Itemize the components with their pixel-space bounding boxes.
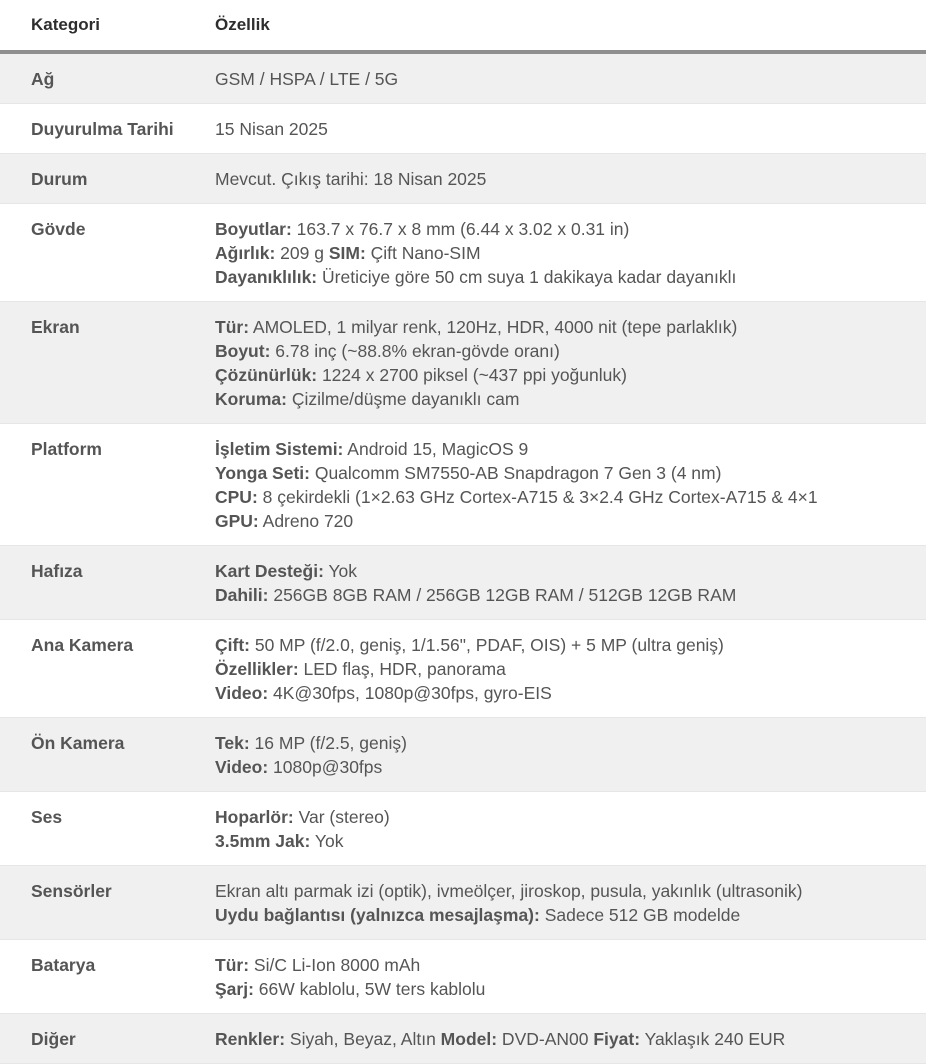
value-line xyxy=(215,633,926,657)
spec-label: Şarj: xyxy=(215,979,254,999)
spec-value: Mevcut. Çıkış tarihi: 18 Nisan 2025 xyxy=(215,169,487,189)
value-line xyxy=(215,755,926,779)
table-row xyxy=(0,792,926,866)
value-line xyxy=(215,217,926,241)
spec-value: Çizilme/düşme dayanıklı cam xyxy=(286,389,520,409)
value-line xyxy=(215,953,926,977)
spec-label: Çözünürlük: xyxy=(215,365,318,385)
value-line xyxy=(215,903,926,927)
spec-label: Dahili: xyxy=(215,585,269,605)
value-line xyxy=(215,657,926,681)
spec-label: Uydu bağlantısı (yalnızca mesajlaşma): xyxy=(215,905,540,925)
value-line xyxy=(215,805,926,829)
spec-label: GPU: xyxy=(215,511,259,531)
table-row xyxy=(0,424,926,546)
spec-value: 50 MP (f/2.0, geniş, 1/1.56", PDAF, OIS) + 5 MP (ultra geniş) xyxy=(249,635,724,655)
spec-value: 163.7 x 76.7 x 8 mm (6.44 x 3.02 x 0.31 in) xyxy=(291,219,630,239)
spec-label: Tür: xyxy=(215,955,250,975)
value-line xyxy=(215,387,926,411)
row-value xyxy=(215,154,926,204)
spec-label: Boyut: xyxy=(215,341,271,361)
table-row xyxy=(0,52,926,104)
table-row xyxy=(0,302,926,424)
spec-label: İşletim Sistemi: xyxy=(215,439,344,459)
value-line xyxy=(215,731,926,755)
spec-value: Var (stereo) xyxy=(293,807,390,827)
spec-label: Video: xyxy=(215,683,269,703)
value-line xyxy=(215,437,926,461)
spec-label: Boyutlar: xyxy=(215,219,292,239)
value-line xyxy=(215,559,926,583)
row-value xyxy=(215,940,926,1014)
row-category: Hafıza xyxy=(0,546,215,620)
spec-value: GSM / HSPA / LTE / 5G xyxy=(215,69,399,89)
spec-label: Koruma: xyxy=(215,389,287,409)
row-category: Ana Kamera xyxy=(0,620,215,718)
value-line xyxy=(215,265,926,289)
spec-label: SIM: xyxy=(328,243,366,263)
spec-value: DVD-AN00 xyxy=(497,1029,594,1049)
spec-value: Adreno 720 xyxy=(258,511,354,531)
spec-value: 256GB 8GB RAM / 256GB 12GB RAM / 512GB 12GB RAM xyxy=(268,585,737,605)
spec-value: 209 g xyxy=(275,243,329,263)
row-value xyxy=(215,792,926,866)
value-line xyxy=(215,681,926,705)
row-category: Ön Kamera xyxy=(0,718,215,792)
spec-value: Android 15, MagicOS 9 xyxy=(343,439,529,459)
value-line xyxy=(215,583,926,607)
spec-value: Qualcomm SM7550-AB Snapdragon 7 Gen 3 (4 nm) xyxy=(309,463,722,483)
value-line xyxy=(215,485,926,509)
row-value xyxy=(215,104,926,154)
row-value xyxy=(215,302,926,424)
row-value xyxy=(215,620,926,718)
spec-label: CPU: xyxy=(215,487,258,507)
spec-label: Tür: xyxy=(215,317,250,337)
spec-label: Dayanıklılık: xyxy=(215,267,318,287)
value-line xyxy=(215,67,926,91)
table-row xyxy=(0,104,926,154)
row-value xyxy=(215,866,926,940)
spec-value: Si/C Li-Ion 8000 mAh xyxy=(249,955,421,975)
spec-value: 8 çekirdekli (1×2.63 GHz Cortex-A715 & 3×2.4 GHz Cortex-A715 & 4×1 xyxy=(257,487,818,507)
spec-value: Üreticiye göre 50 cm suya 1 dakikaya kadar dayanıklı xyxy=(317,267,737,287)
row-category: Ekran xyxy=(0,302,215,424)
row-category: Sensörler xyxy=(0,866,215,940)
spec-value: LED flaş, HDR, panorama xyxy=(298,659,506,679)
value-line xyxy=(215,339,926,363)
spec-value: Çift Nano-SIM xyxy=(365,243,481,263)
value-line xyxy=(215,241,926,265)
value-line xyxy=(215,829,926,853)
spec-value: Yok xyxy=(323,561,358,581)
spec-label: Fiyat: xyxy=(593,1029,641,1049)
row-category: Gövde xyxy=(0,204,215,302)
row-category: Durum xyxy=(0,154,215,204)
spec-label: Ağırlık: xyxy=(215,243,276,263)
value-line xyxy=(215,167,926,191)
spec-label: Kart Desteği: xyxy=(215,561,324,581)
spec-value: 6.78 inç (~88.8% ekran-gövde oranı) xyxy=(270,341,560,361)
table-body xyxy=(0,52,926,1064)
row-category: Ağ xyxy=(0,52,215,104)
value-line xyxy=(215,117,926,141)
spec-label: Video: xyxy=(215,757,269,777)
spec-value: 16 MP (f/2.5, geniş) xyxy=(249,733,407,753)
table-row xyxy=(0,1014,926,1064)
spec-label: Tek: xyxy=(215,733,250,753)
row-value xyxy=(215,546,926,620)
spec-value: 66W kablolu, 5W ters kablolu xyxy=(253,979,486,999)
value-line xyxy=(215,1027,926,1051)
table-row xyxy=(0,204,926,302)
table-row xyxy=(0,620,926,718)
row-value xyxy=(215,1014,926,1064)
spec-value: 1080p@30fps xyxy=(268,757,383,777)
value-line xyxy=(215,315,926,339)
row-value xyxy=(215,718,926,792)
spec-label: Çift: xyxy=(215,635,250,655)
spec-label: Renkler: xyxy=(215,1029,286,1049)
header-feature: Özellik xyxy=(215,0,926,52)
row-value xyxy=(215,424,926,546)
value-line xyxy=(215,879,926,903)
spec-value: AMOLED, 1 milyar renk, 120Hz, HDR, 4000 nit (tepe parlaklık) xyxy=(249,317,738,337)
value-line xyxy=(215,461,926,485)
spec-value: Siyah, Beyaz, Altın xyxy=(285,1029,441,1049)
value-line xyxy=(215,363,926,387)
spec-value: 15 Nisan 2025 xyxy=(215,119,328,139)
row-value xyxy=(215,204,926,302)
table-row xyxy=(0,940,926,1014)
header-category: Kategori xyxy=(0,0,215,52)
row-category: Duyurulma Tarihi xyxy=(0,104,215,154)
table-row xyxy=(0,546,926,620)
spec-label: Model: xyxy=(440,1029,498,1049)
table-row xyxy=(0,718,926,792)
spec-value: Ekran altı parmak izi (optik), ivmeölçer, jiroskop, pusula, yakınlık (ultrasonik) xyxy=(215,881,803,901)
row-category: Diğer xyxy=(0,1014,215,1064)
spec-value: 1224 x 2700 piksel (~437 ppi yoğunluk) xyxy=(317,365,627,385)
spec-value: Yaklaşık 240 EUR xyxy=(640,1029,786,1049)
spec-label: Özellikler: xyxy=(215,659,299,679)
row-category: Ses xyxy=(0,792,215,866)
table-row xyxy=(0,866,926,940)
table-header-row xyxy=(0,0,926,52)
row-value xyxy=(215,52,926,104)
value-line xyxy=(215,977,926,1001)
spec-label: 3.5mm Jak: xyxy=(215,831,311,851)
spec-value: 4K@30fps, 1080p@30fps, gyro-EIS xyxy=(268,683,552,703)
spec-label: Yonga Seti: xyxy=(215,463,310,483)
row-category: Platform xyxy=(0,424,215,546)
spec-value: Sadece 512 GB modelde xyxy=(539,905,741,925)
row-category: Batarya xyxy=(0,940,215,1014)
value-line xyxy=(215,509,926,533)
table-row xyxy=(0,154,926,204)
spec-label: Hoparlör: xyxy=(215,807,294,827)
spec-value: Yok xyxy=(310,831,344,851)
